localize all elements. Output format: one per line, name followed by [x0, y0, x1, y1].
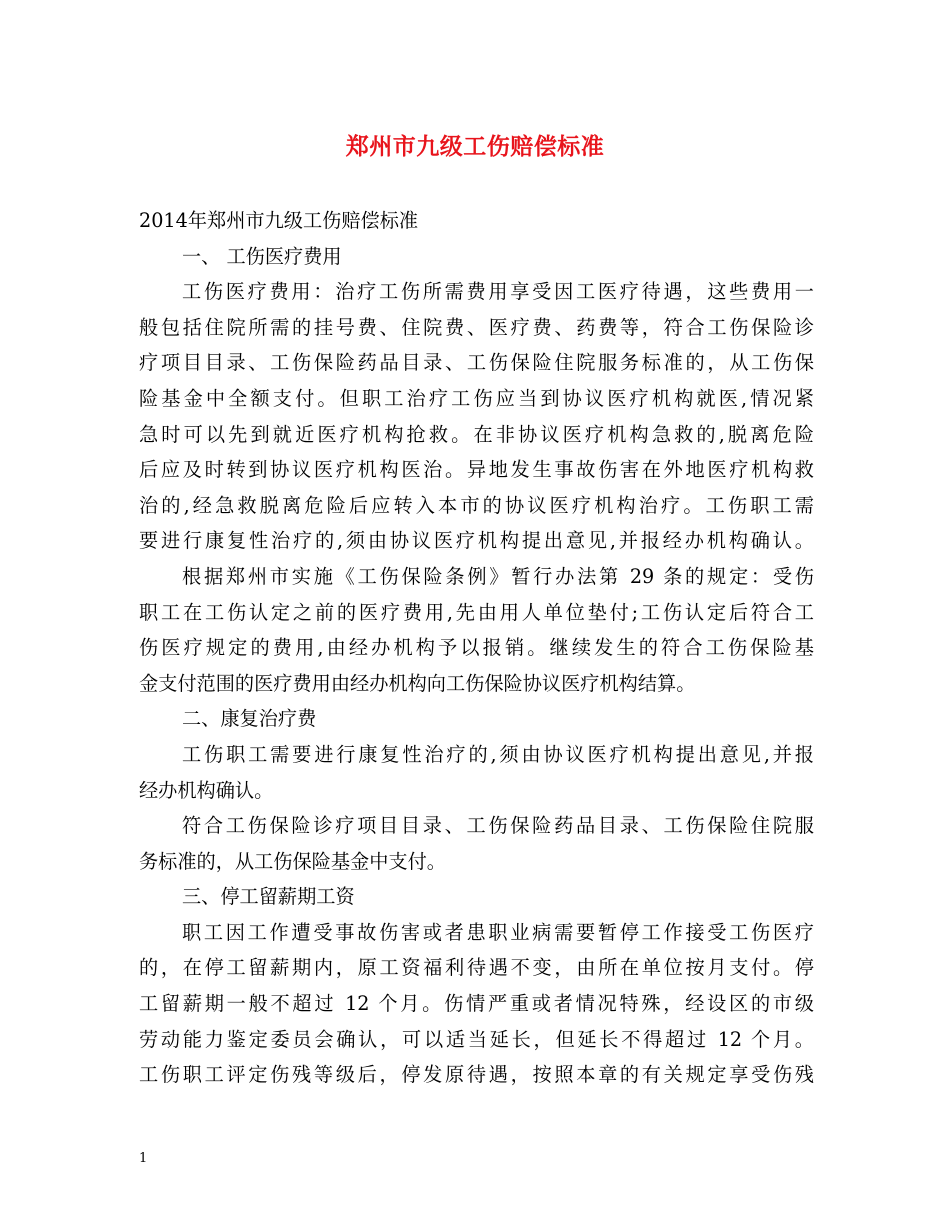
body-line: 伤医疗规定的费用,由经办机构予以报销。继续发生的符合工伤保险基	[139, 636, 814, 660]
body-line: 工留薪期一般不超过 12 个月。伤情严重或者情况特殊，经设区的市级	[139, 992, 814, 1016]
body-line: 劳动能力鉴定委员会确认，可以适当延长，但延长不得超过 12 个月。	[139, 1027, 814, 1051]
document-title: 郑州市九级工伤赔偿标准	[345, 133, 605, 160]
section-heading: 二、康复治疗费	[182, 707, 317, 731]
body-line: 职工在工伤认定之前的医疗费用,先由用人单位垫付;工伤认定后符合工	[139, 600, 814, 624]
page-number: 1	[139, 1151, 148, 1166]
body-line: 经办机构确认。	[139, 778, 274, 802]
section-heading: 三、停工留薪期工资	[182, 885, 355, 909]
body-line: 要进行康复性治疗的,须由协议医疗机构提出意见,并报经办机构确认。	[139, 529, 814, 553]
body-line: 的，在停工留薪期内，原工资福利待遇不变，由所在单位按月支付。停	[139, 956, 814, 980]
body-line: 急时可以先到就近医疗机构抢救。在非协议医疗机构急救的,脱离危险	[139, 422, 814, 446]
body-line: 工伤职工评定伤残等级后，停发原待遇，按照本章的有关规定享受伤残	[139, 1063, 814, 1087]
section-heading: 一、 工伤医疗费用	[182, 244, 342, 268]
body-line: 2014年郑州市九级工伤赔偿标准	[139, 209, 419, 232]
body-line: 疗项目目录、工伤保险药品目录、工伤保险住院服务标准的，从工伤保	[139, 351, 814, 375]
body-line: 治的,经急救脱离危险后应转入本市的协议医疗机构治疗。工伤职工需	[139, 493, 814, 517]
document-body	[139, 203, 814, 1093]
body-line: 般包括住院所需的挂号费、住院费、医疗费、药费等，符合工伤保险诊	[139, 315, 814, 339]
body-line: 险基金中全额支付。但职工治疗工伤应当到协议医疗机构就医,情况紧	[139, 386, 814, 410]
body-line: 工伤职工需要进行康复性治疗的,须由协议医疗机构提出意见,并报	[182, 742, 814, 766]
body-line: 符合工伤保险诊疗项目目录、工伤保险药品目录、工伤保险住院服	[182, 814, 814, 838]
body-line: 后应及时转到协议医疗机构医治。异地发生事故伤害在外地医疗机构救	[139, 458, 814, 482]
body-line: 工伤医疗费用：治疗工伤所需费用享受因工医疗待遇，这些费用一	[182, 280, 814, 304]
body-line: 务标准的，从工伤保险基金中支付。	[139, 849, 446, 873]
body-line: 金支付范围的医疗费用由经办机构向工伤保险协议医疗机构结算。	[139, 671, 696, 695]
body-line: 根据郑州市实施《工伤保险条例》暂行办法第 29 条的规定：受伤	[182, 564, 814, 588]
body-line: 职工因工作遭受事故伤害或者患职业病需要暂停工作接受工伤医疗	[182, 920, 814, 944]
